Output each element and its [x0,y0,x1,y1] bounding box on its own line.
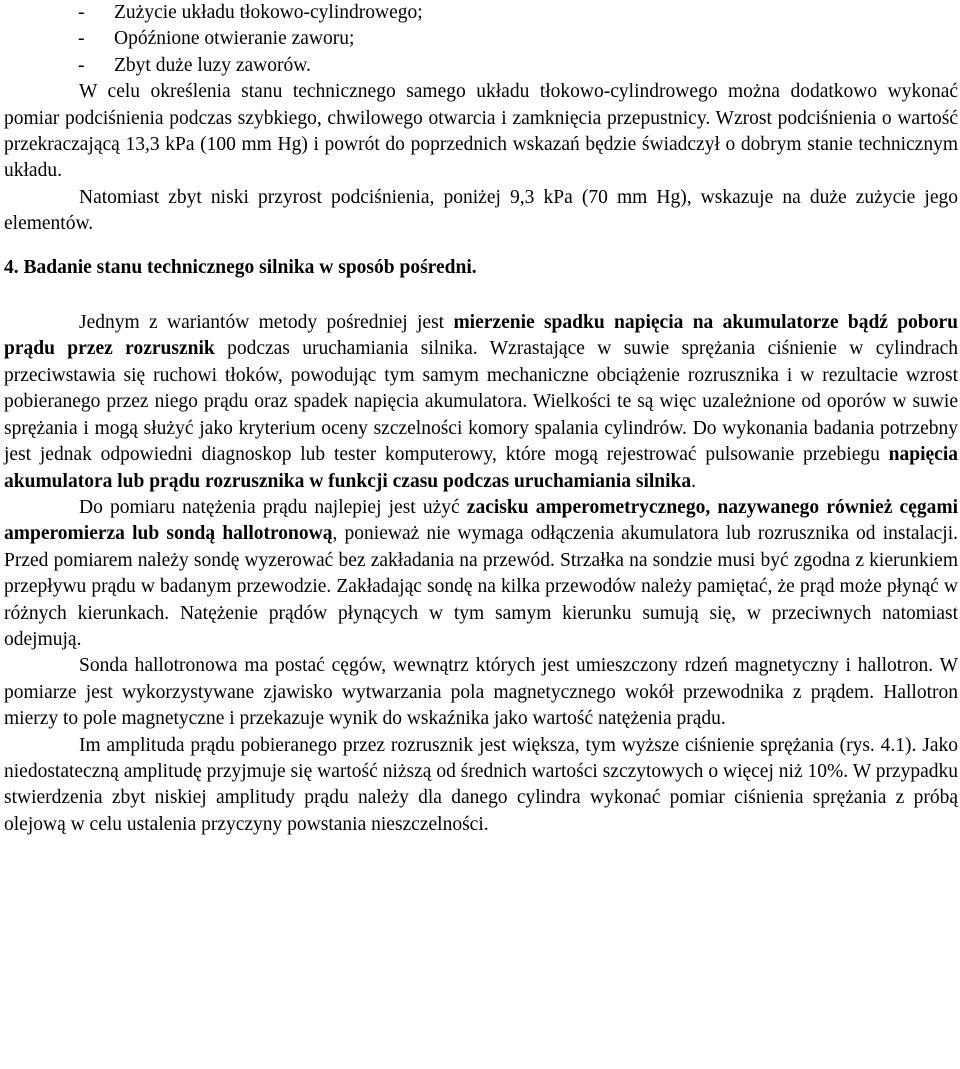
paragraph-current-measurement [4,495,958,653]
paragraph-hall-probe: Sonda hallotronowa ma postać cęgów, wewnątrz których jest umieszczony rdzeń magnetyczny i hallotron. W pomiarze jest wykorzystywane zjawisko wytwarzania pola magnetycznego wokół przewodnika z prądem. Hallotron mierzy to pole magnetyczne i przekazuje wynik do wskaźnika jako wartość natężenia prądu. [4,655,958,730]
text-run: Jednym z wariantów metody pośredniej jest [79,312,454,334]
list-dash: - [78,54,85,76]
cause-list [4,0,958,79]
bold-run: napięcia akumulatora lub prądu rozrusznika w funkcji czasu podczas uruchamiania silnika [4,444,958,492]
list-item-text: Zużycie układu tłokowo-cylindrowego; [114,2,423,23]
list-item [4,53,958,79]
list-item [4,26,958,52]
paragraph-vacuum-test: W celu określenia stanu technicznego samego układu tłokowo-cylindrowego można dodatkowo wykonać pomiar podciśnienia podczas szybkiego, chwilowego otwarcia i zamknięcia przepustnicy. Wzrost podciśnienia o wartość przekraczającą 13,3 kPa (100 mm Hg) i powrót do poprzednich wskazań będzie świadczył o dobrym stanie technicznym układu. [4,81,958,182]
list-item-text: Zbyt duże luzy zaworów. [114,54,311,76]
paragraph-amplitude: Im amplituda prądu pobieranego przez rozrusznik jest większa, tym wyższe ciśnienie sprężania (rys. 4.1). Jako niedostateczną amplitudę przyjmuje się wartość niższą od średnich wartości szczytowych o więcej niż 10%. W przypadku stwierdzenia zbyt niskiej amplitudy prądu należy dla danego cylindra wykonać pomiar ciśnienia sprężania z próbą olejową w celu ustalenia przyczyny powstania nieszczelności. [4,734,958,835]
text-run: , ponieważ nie wymaga odłączenia akumulatora lub rozrusznika od instalacji. Przed pomiarem należy sondę wyzerować bez zakładania na przewód. Strzałka na sondzie musi być zgodna z kierunkiem przepływu prądu w badanym przewodzie. Zakładając sondę na kilka przewodów należy pamiętać, że prąd może płynąć w różnych kierunkach. Natężenie prądów płynących w tym samym kierunku sumują się, w przeciwnych natomiast odejmują. [4,523,958,650]
text-run: Do pomiaru natężenia prądu najlepiej jest użyć [79,496,467,518]
list-dash: - [78,2,85,23]
list-dash: - [78,28,85,50]
text-run: . [691,470,697,492]
paragraph-indirect-method [4,310,958,495]
bold-run: mierzenie spadku napięcia na akumulatorze bądź poboru prądu przez rozrusznik [4,312,958,360]
text-run: podczas uruchamiania silnika. Wzrastające w suwie sprężania ciśnienie w cylindrach przeciwstawia się ruchowi tłoków, powodując tym samym mechaniczne obciążenie rozrusznika i w rezultacie wzrost pobieranego przez niego prądu oraz spadek napięcia akumulatora. Wielkości te są więc uzależnione od oporów w suwie sprężania i mogą służyć jako kryterium oceny szczelności komory spalania cylindrów. Do wykonania badania potrzebny jest jednak odpowiedni diagnoskop lub tester komputerowy, które mogą rejestrować pulsowanie przebiegu [4,338,959,466]
list-item-text: Opóźnione otwieranie zaworu; [114,28,355,50]
section-heading: 4. Badanie stanu technicznego silnika w sposób pośredni. [4,256,477,278]
paragraph-vacuum-low: Natomiast zbyt niski przyrost podciśnienia, poniżej 9,3 kPa (70 mm Hg), wskazuje na duże zużycie jego elementów. [4,186,958,235]
list-item [4,0,958,26]
bold-run: zacisku amperometrycznego, nazywanego również cęgami amperomierza lub sondą hallotronową [4,496,958,545]
